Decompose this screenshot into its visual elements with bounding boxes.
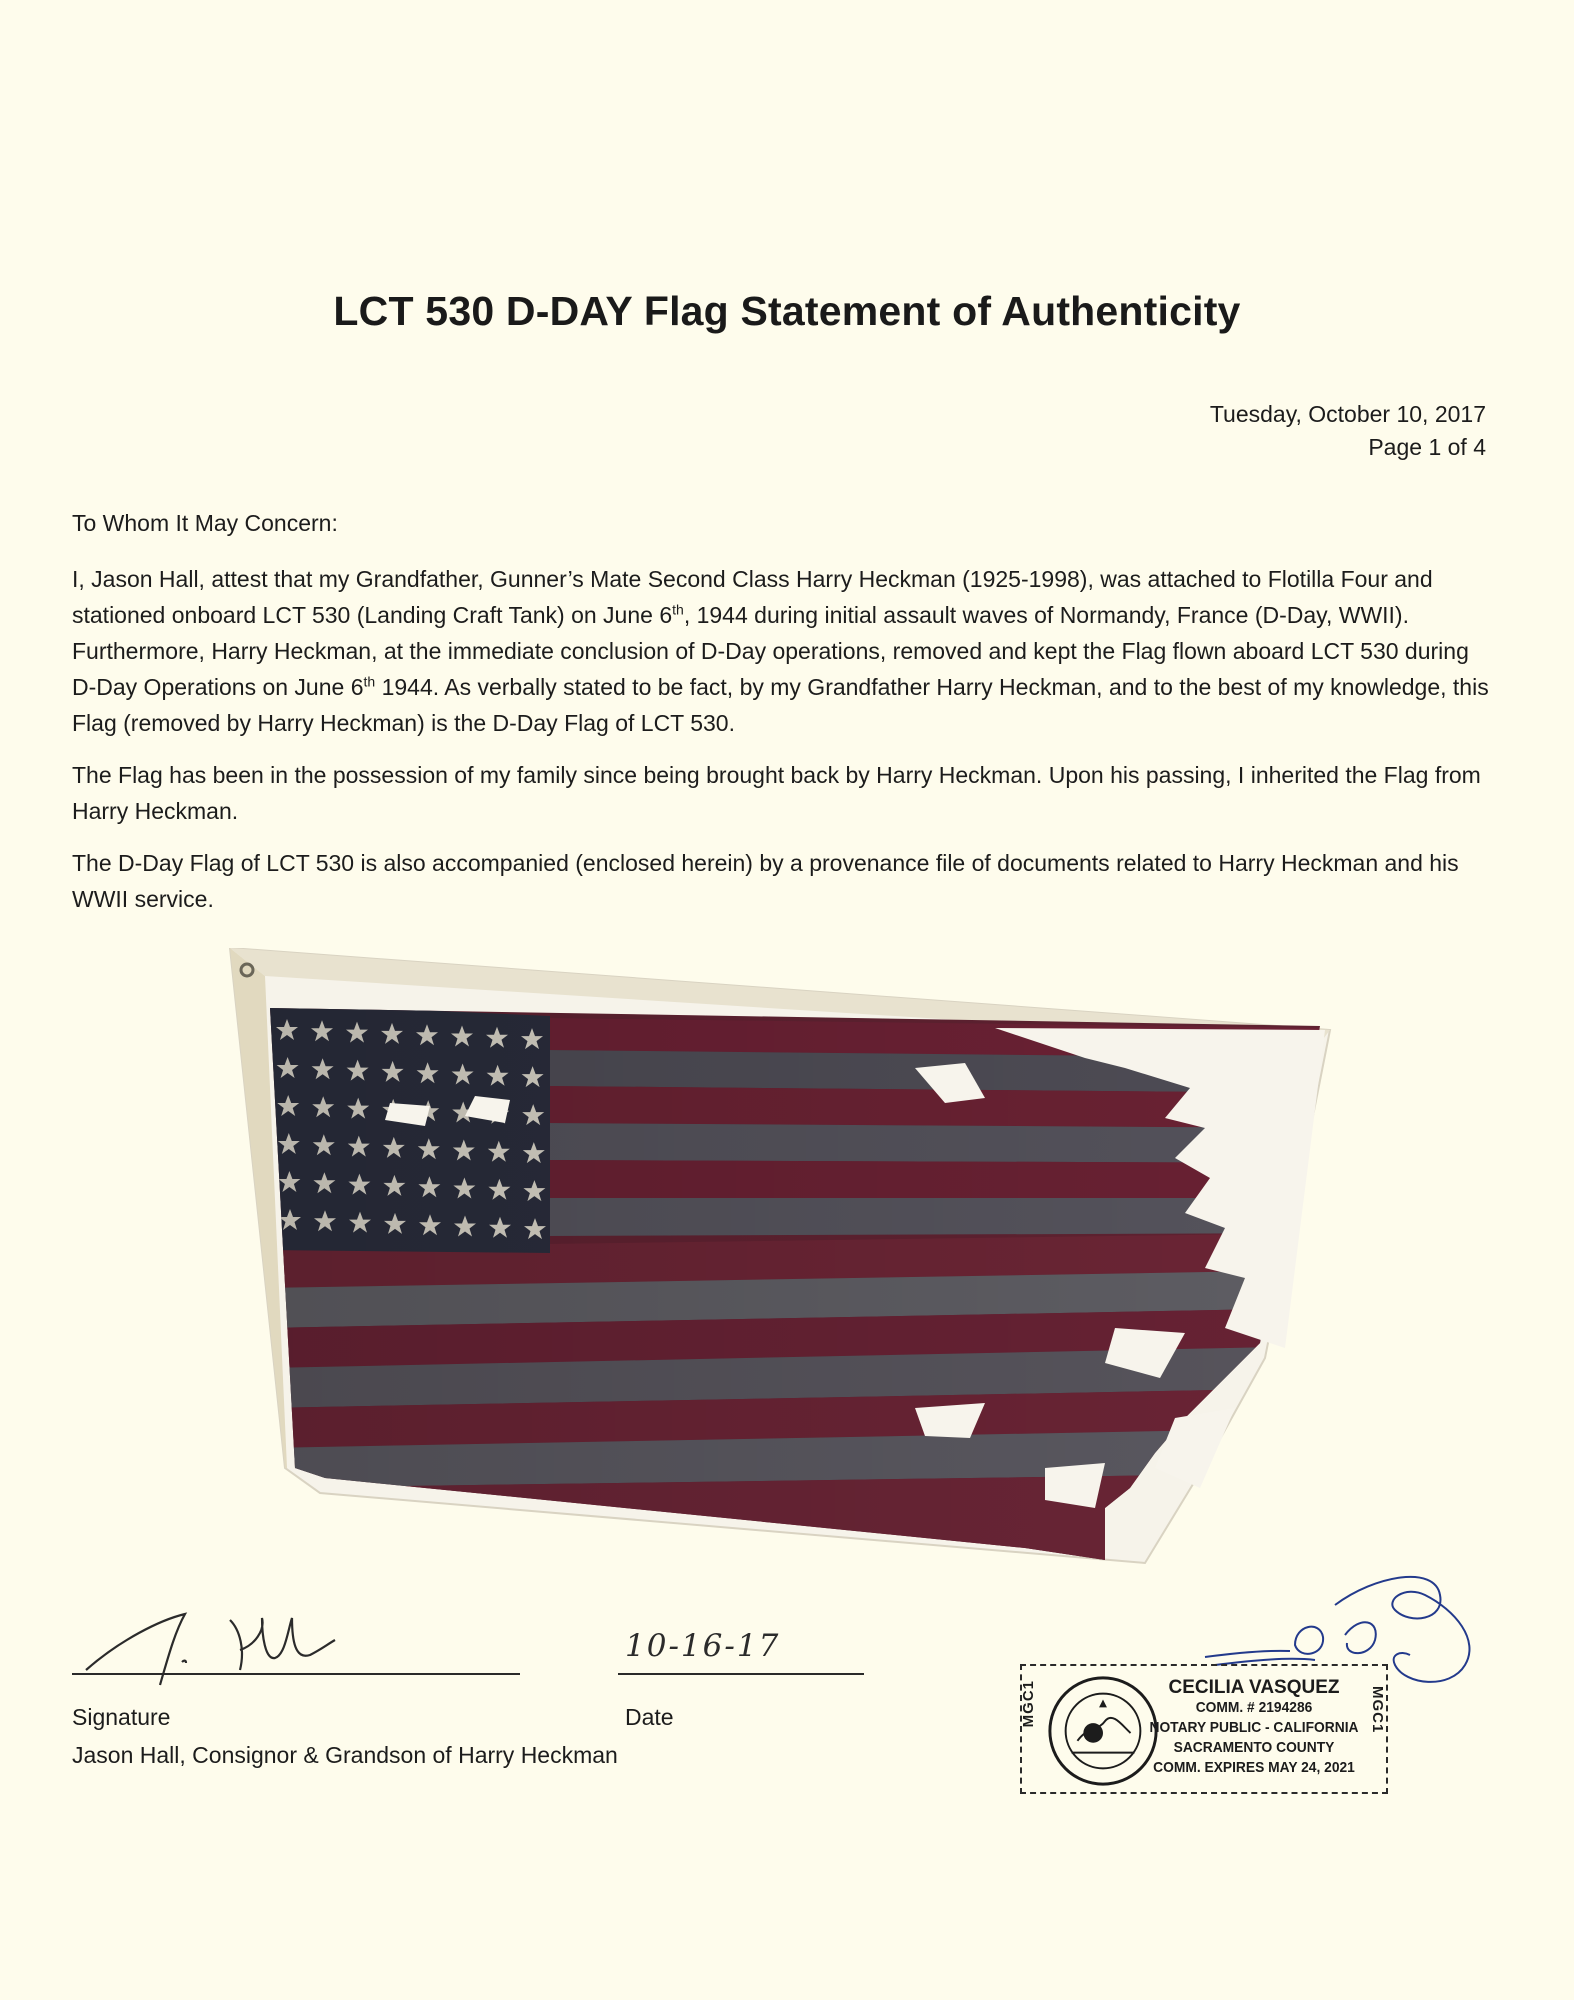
document-date: Tuesday, October 10, 2017 — [1209, 401, 1486, 427]
date-line — [618, 1673, 864, 1675]
paragraph-provenance: The D-Day Flag of LCT 530 is also accompanied (enclosed herein) by a provenance file of documents related to Harry Heckman and his WWII service. — [72, 850, 1459, 912]
ordinal-suffix: th — [363, 673, 376, 690]
paragraph-attestation-part-c: 1944. As verbally stated to be fact, by my Grandfather Harry Heckman, and to the best of my knowledge, this Flag (removed by Harry Heckman) is the D-Day Flag of LCT 530. — [72, 674, 1489, 736]
salutation: To Whom It May Concern: — [72, 510, 338, 536]
stamp-text — [1140, 1678, 1368, 1778]
date-label: Date — [625, 1704, 674, 1730]
signature-label: Signature — [72, 1704, 171, 1730]
paragraph-possession: The Flag has been in the possession of my family since being brought back by Harry Heckman. Upon his passing, I inherited the Flag from Harry Heckman. — [72, 762, 1481, 824]
document-title: LCT 530 D-DAY Flag Statement of Authenticity — [333, 288, 1241, 334]
stamp-code-right: MGC1 — [1369, 1686, 1386, 1734]
paragraph-attestation-part-a: I, Jason Hall, attest that my Grandfather, Gunner’s Mate Second Class Harry Heckman (1925-1998), was attached to Flotilla Four and stationed onboard LCT 530 (Landing Craft Tank) on June 6 — [72, 566, 1433, 628]
notary-name: CECILIA VASQUEZ — [1168, 1677, 1340, 1698]
notary-county: SACRAMENTO COUNTY — [1173, 1739, 1335, 1756]
consignor-name: Jason Hall, Consignor & Grandson of Harry Heckman — [72, 1742, 618, 1768]
signature-line — [72, 1673, 520, 1675]
notary-title: NOTARY PUBLIC - CALIFORNIA — [1149, 1719, 1359, 1736]
handwritten-date: 10-16-17 — [625, 1628, 781, 1664]
date-block — [1210, 398, 1486, 464]
paragraph-attestation-part-b: , 1944 during initial assault waves of Normandy, France (D-Day, WWII). Furthermore, Harry Heckman, at the immediate conclusion of D-Day operations, removed and kept the Flag flown aboard LCT 530 during D-Day Operations on June 6 — [72, 602, 1469, 700]
notary-commission: COMM. # 2194286 — [1195, 1699, 1313, 1716]
stamp-code-left: MGC1 — [1020, 1680, 1037, 1728]
page-number: Page 1 of 4 — [1368, 434, 1486, 460]
paragraph-attestation — [72, 561, 1492, 741]
flag-photo — [225, 948, 1335, 1568]
ordinal-suffix: th — [672, 601, 684, 618]
notary-expiration: COMM. EXPIRES MAY 24, 2021 — [1153, 1759, 1355, 1776]
letter-body — [72, 505, 1492, 933]
notary-stamp — [1020, 1664, 1388, 1794]
handwritten-signature — [80, 1600, 340, 1690]
